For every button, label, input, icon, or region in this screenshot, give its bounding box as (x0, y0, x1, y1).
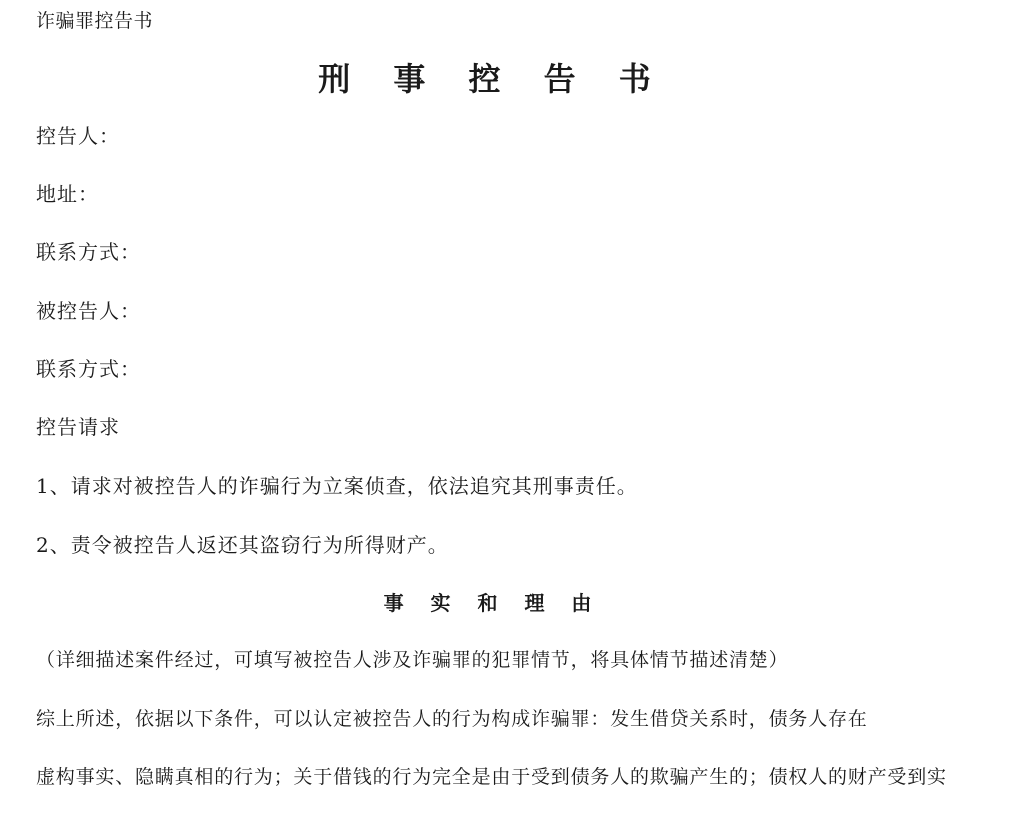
facts-heading: 事 实 和 理 由 (383, 591, 602, 615)
complainant-field: 控告人： (36, 124, 120, 148)
facts-body-line-2: 虚构事实、隐瞒真相的行为；关于借钱的行为完全是由于受到债务人的欺骗产生的；债权人的财产受到实 (36, 766, 947, 788)
request-item-2: 2、责令被控告人返还其盗窃行为所得财产。 (36, 533, 449, 557)
document-title: 刑 事 控 告 书 (318, 60, 667, 98)
header-note: 诈骗罪控告书 (36, 10, 154, 32)
facts-instruction: （详细描述案件经过，可填写被控告人涉及诈骗罪的犯罪情节，将具体情节描述清楚） (36, 649, 789, 671)
contact-field-defendant: 联系方式： (36, 357, 141, 381)
defendant-field: 被控告人： (36, 299, 141, 323)
facts-body-line-1: 综上所述，依据以下条件，可以认定被控告人的行为构成诈骗罪：发生借贷关系时，债务人存在 (36, 708, 868, 730)
request-item-1: 1、请求对被控告人的诈骗行为立案侦查，依法追究其刑事责任。 (36, 474, 638, 498)
address-field: 地址： (36, 182, 99, 206)
requests-heading: 控告请求 (36, 415, 120, 439)
contact-field-complainant: 联系方式： (36, 240, 141, 264)
